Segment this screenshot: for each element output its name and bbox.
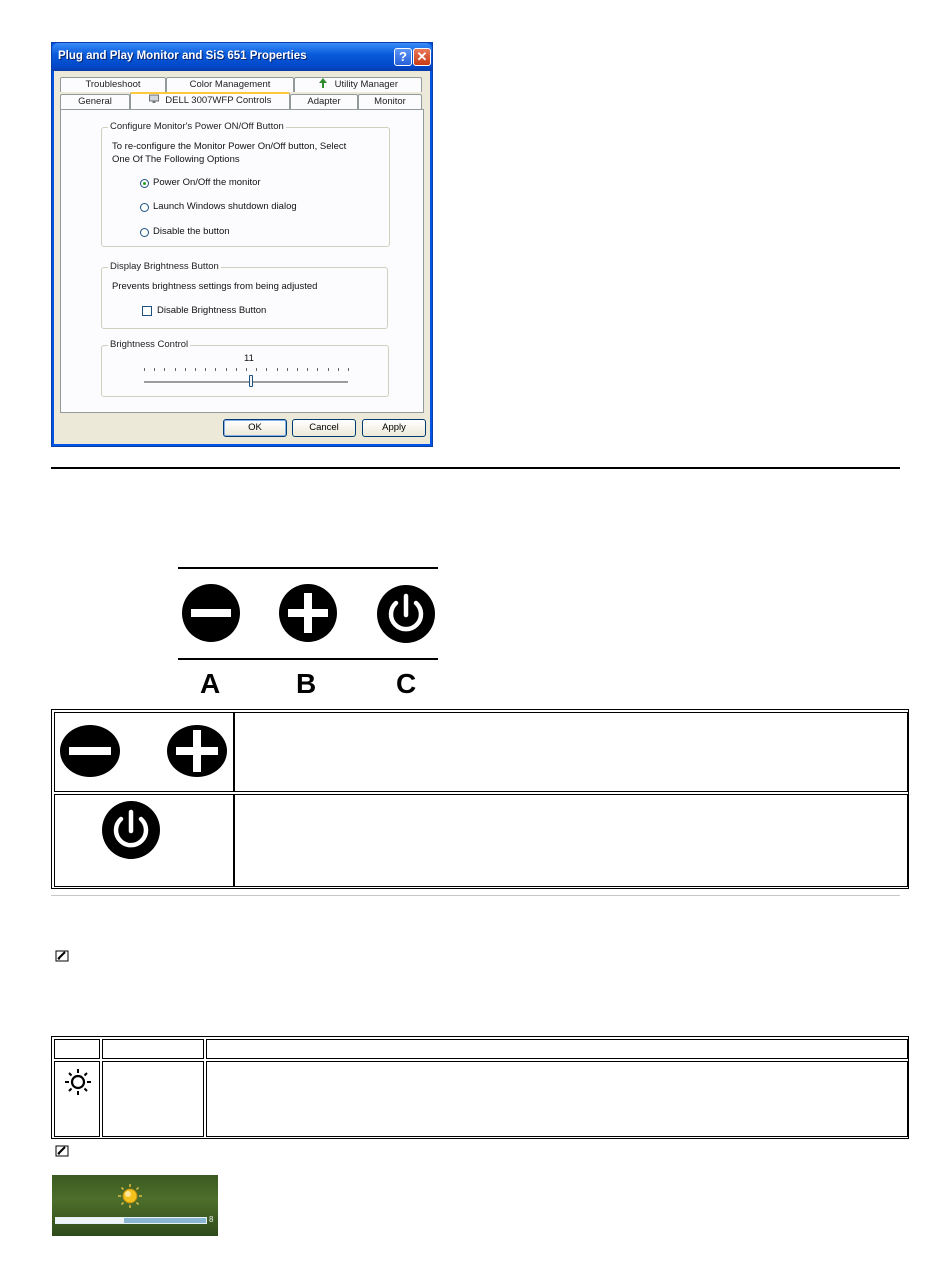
brightness-slider-thumb[interactable] [249,375,253,387]
tab-utility-manager[interactable] [294,77,422,92]
table-cell-icon [54,1061,100,1137]
label-a: A [200,668,221,699]
apply-button[interactable] [362,419,426,437]
table-cell-icons [54,712,234,792]
tab-dell-controls[interactable] [130,92,290,109]
thin-divider [51,895,900,896]
properties-dialog [51,42,433,447]
button-function-table [51,709,909,889]
slider-tick [154,368,155,371]
power-button-icon [376,584,436,644]
slider-tick [328,368,329,371]
minus-button-icon [182,584,240,642]
plus-button-icon [167,725,227,777]
brightness-slider-track[interactable] [144,381,348,384]
diagram-top-rule [178,567,438,569]
slider-tick [144,368,145,371]
radio-power-onoff[interactable] [140,179,149,188]
osd-table [51,1036,909,1139]
tab-panel [60,109,424,413]
ok-label: OK [248,422,262,433]
slider-tick [256,368,257,371]
table-cell-description [206,1061,908,1137]
tab-label: Utility Manager [334,79,398,90]
close-button[interactable] [413,48,431,66]
slider-tick [226,368,227,371]
tab-label: Color Management [189,79,271,90]
close-icon: ✕ [416,49,428,64]
dialog-title-bar[interactable] [52,43,432,71]
table-cell-name [102,1061,204,1137]
section-divider [51,467,900,469]
minus-button-icon [60,725,120,777]
power-button-icon [101,800,161,860]
group-legend: Configure Monitor's Power ON/Off Button [110,121,284,132]
label-b: B [296,668,317,699]
help-button[interactable] [394,48,412,66]
table-cell-description [234,712,908,792]
slider-tick [175,368,176,371]
tab-color-management[interactable] [166,77,294,92]
radio-launch-shutdown[interactable] [140,203,149,212]
brightness-description: Prevents brightness settings from being adjusted [112,281,318,292]
slider-tick [246,368,247,371]
slider-tick [348,368,349,371]
slider-tick [205,368,206,371]
slider-tick [277,368,278,371]
group-legend: Brightness Control [110,339,189,350]
tab-adapter[interactable] [290,94,358,109]
apply-label: Apply [382,422,406,433]
utility-manager-icon [318,78,328,88]
ok-button[interactable] [223,419,287,437]
slider-tick [215,368,216,371]
slider-tick [297,368,298,371]
cancel-label: Cancel [309,422,339,433]
slider-tick [338,368,339,371]
help-icon: ? [399,49,407,64]
tab-troubleshoot[interactable] [60,77,166,92]
slider-tick [236,368,237,371]
slider-tick [307,368,308,371]
radio-label[interactable]: Power On/Off the monitor [153,177,261,188]
power-button-group [101,121,390,247]
table-cell-icon [54,794,234,887]
checkbox-label[interactable]: Disable Brightness Button [157,305,267,316]
slider-tick [164,368,165,371]
power-instructions-line2: One Of The Following Options [112,154,240,165]
brightness-value: 11 [244,353,254,364]
slider-tick [317,368,318,371]
monitor-icon [149,94,159,104]
slider-tick [266,368,267,371]
radio-label[interactable]: Disable the button [153,226,230,237]
group-legend: Display Brightness Button [110,261,219,272]
dialog-title: Plug and Play Monitor and SiS 651 Properties [58,50,307,62]
tab-general[interactable] [60,94,130,109]
tab-label: DELL 3007WFP Controls [165,95,272,106]
tab-label: Monitor [374,96,406,107]
brightness-button-group [101,261,388,329]
label-c: C [396,668,417,699]
disable-brightness-checkbox[interactable] [142,306,152,316]
table-header-cell [206,1039,908,1059]
diagram-bottom-rule [178,658,438,660]
tab-label: Troubleshoot [85,79,141,90]
table-cell-description [234,794,908,887]
tab-label: General [78,96,112,107]
brightness-sun-icon [63,1067,93,1097]
note-icon [55,950,69,962]
slider-tick [287,368,288,371]
power-instructions-line1: To re-configure the Monitor Power On/Off button, Select [112,141,347,152]
osd-brightness-fill [56,1218,124,1223]
slider-tick [185,368,186,371]
brightness-control-group [101,339,389,397]
tab-monitor[interactable] [358,94,422,109]
slider-tick [195,368,196,371]
osd-brightness-screenshot [52,1175,218,1236]
plus-button-icon [279,584,337,642]
table-header-cell [54,1039,100,1059]
radio-label[interactable]: Launch Windows shutdown dialog [153,201,297,212]
osd-brightness-value: 8 [209,1215,214,1224]
note-icon [55,1145,69,1157]
osd-brightness-bar [55,1217,207,1224]
table-header-cell [102,1039,204,1059]
radio-disable-button[interactable] [140,228,149,237]
cancel-button[interactable] [292,419,356,437]
tab-label: Adapter [307,96,341,107]
osd-sun-icon [117,1183,143,1209]
